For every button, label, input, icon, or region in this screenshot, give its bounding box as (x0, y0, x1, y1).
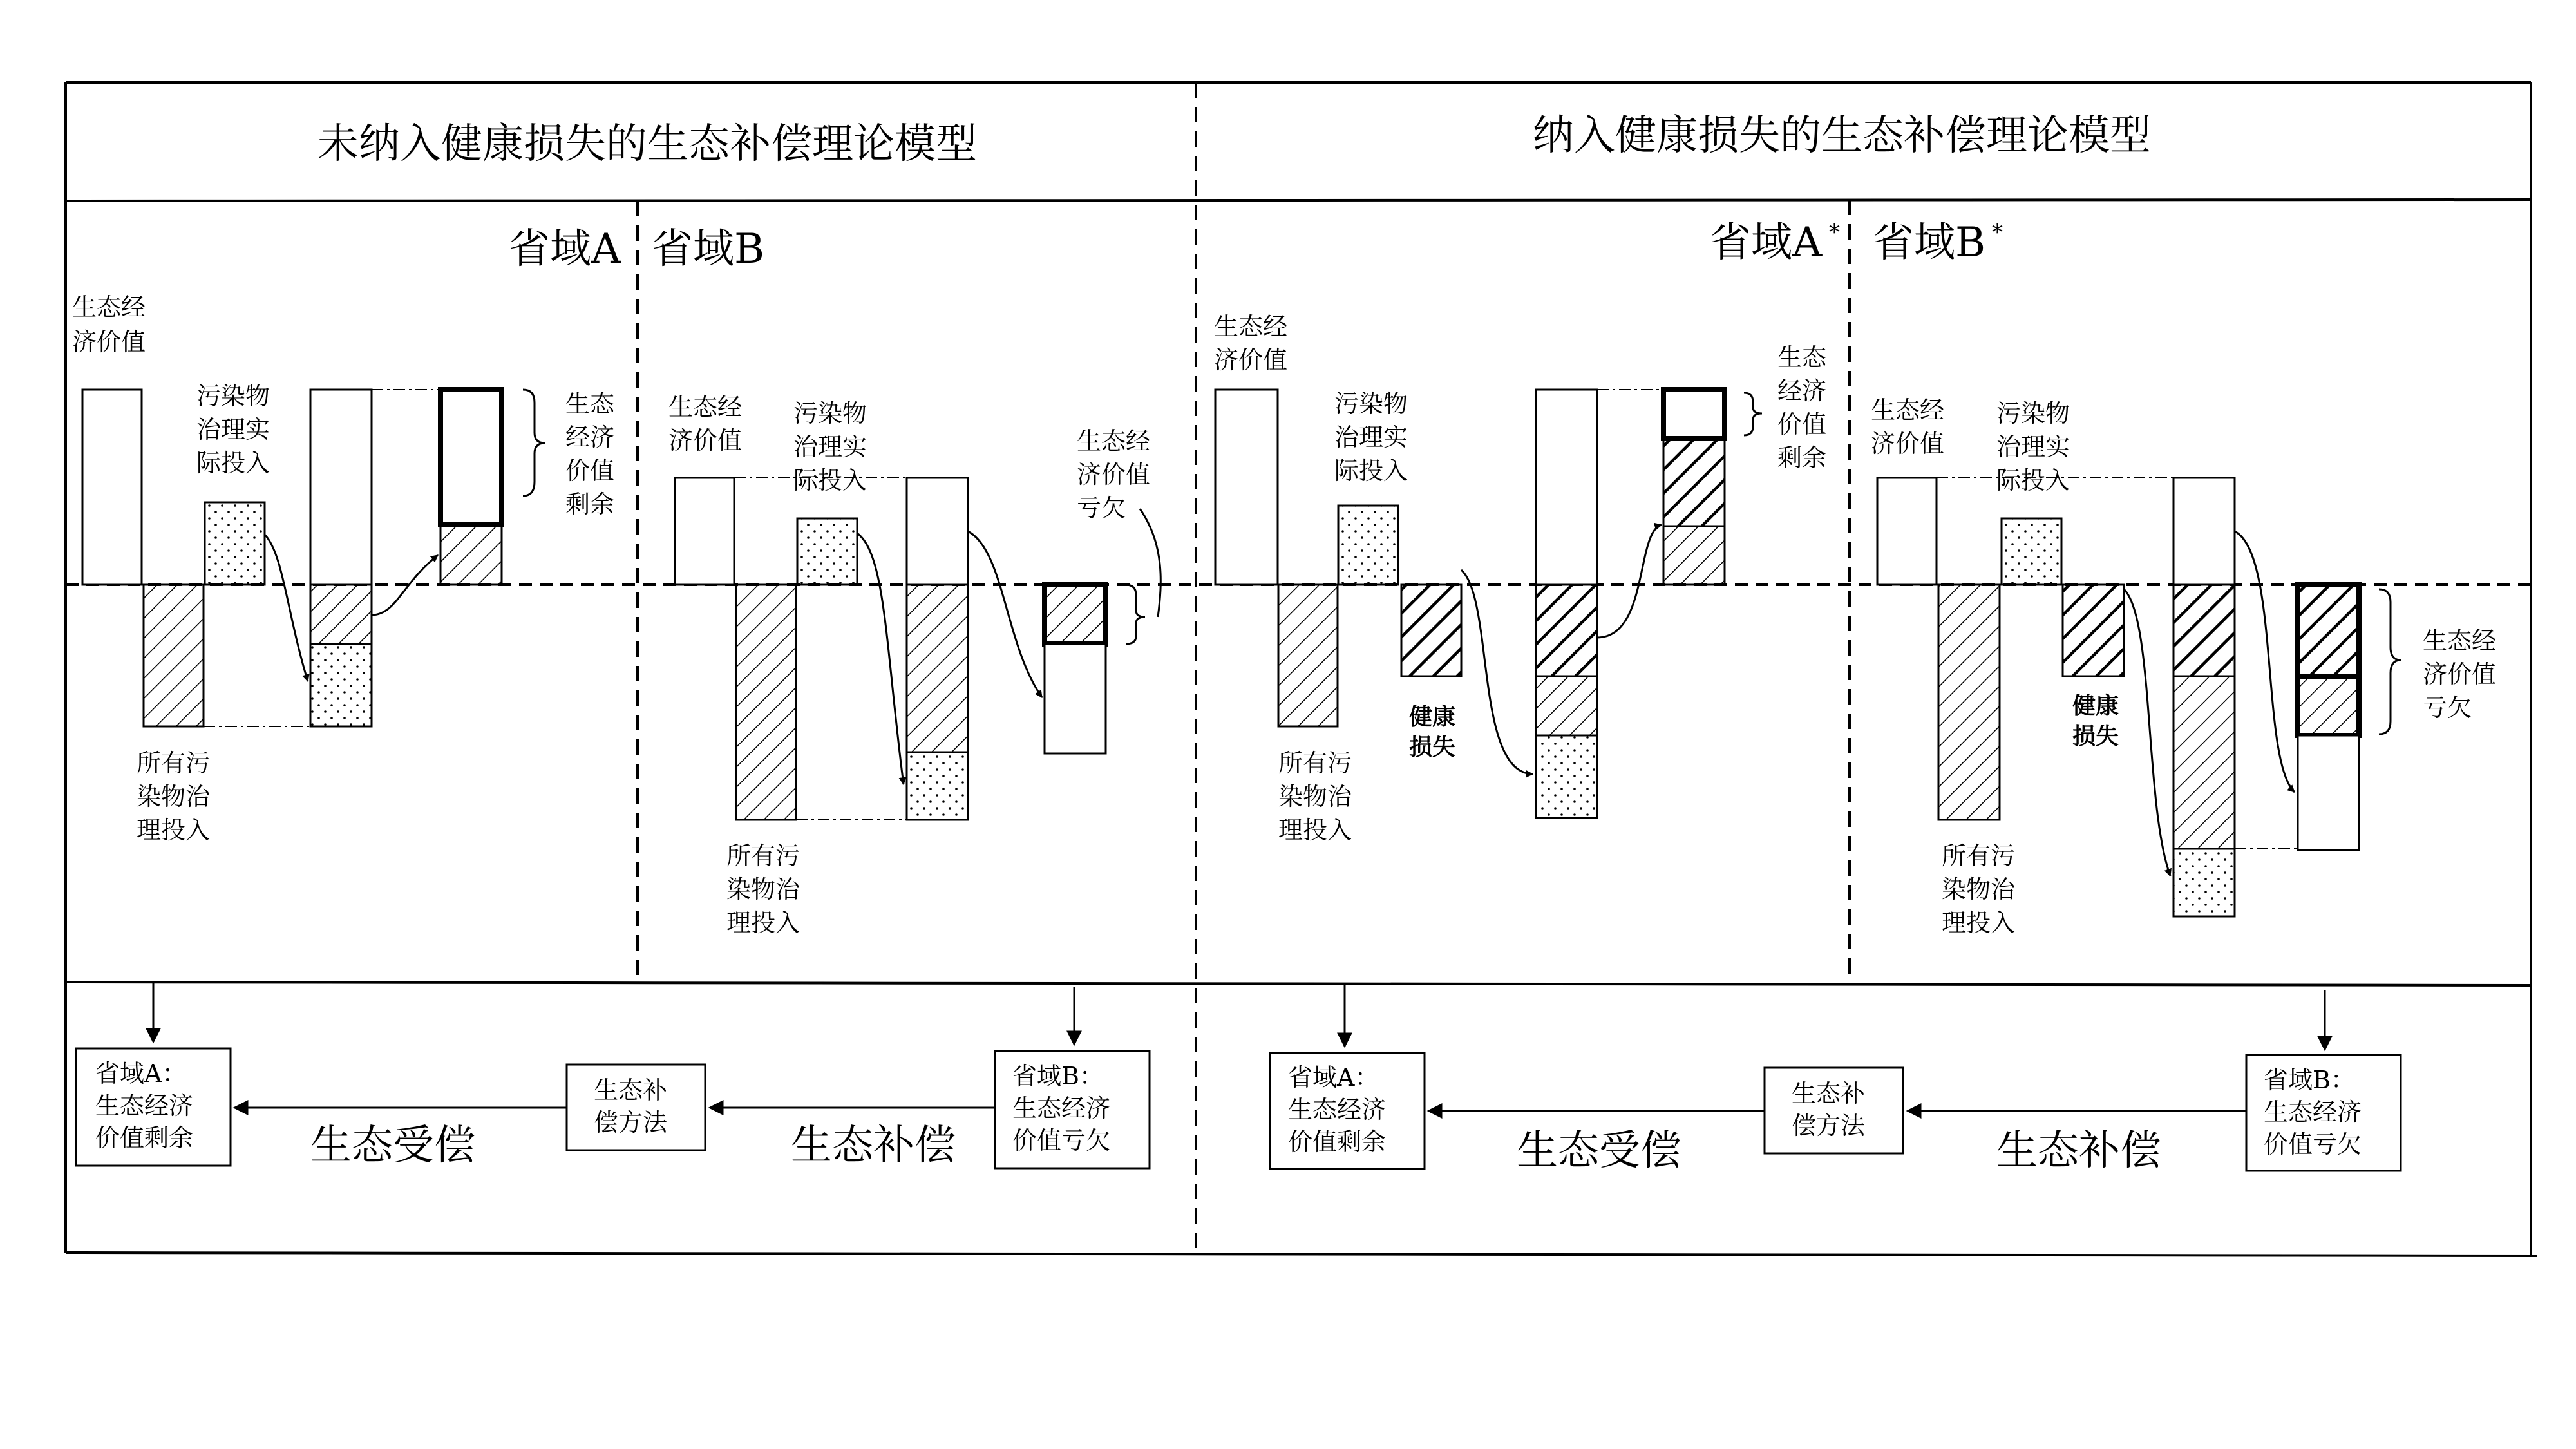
province-a-label: 省域A (509, 225, 621, 273)
label-actual-invest-a-star: 污染物 治理实 际投入 (1334, 390, 1408, 485)
bar-total-a-star-bold (1536, 585, 1597, 676)
bar-total-a-star-dots (1536, 735, 1597, 818)
bar-actual-invest-b-star (2002, 518, 2061, 585)
box-province-b-deficit-text: 省域B： 生态经济 价值亏欠 (1012, 1062, 1111, 1155)
label-all-invest-b: 所有污 染物治 理投入 (726, 842, 800, 937)
label-receive-left: 生态受偿 (310, 1122, 475, 1170)
arrow-b-1 (857, 533, 904, 784)
panel-province-a (72, 293, 622, 844)
arrow-a-star-2 (1597, 525, 1662, 638)
header-right: 纳入健康损失的生态补偿理论模型 (1533, 112, 2151, 160)
bar-health-loss-a-star (1401, 585, 1461, 676)
bottom-flow-left (76, 983, 1150, 1170)
header-left: 未纳入健康损失的生态补偿理论模型 (317, 120, 977, 168)
box-province-a-star-surplus-text: 省域A： 生态经济 价值剩余 (1288, 1063, 1387, 1156)
label-deficit-b-star: 生态经 济价值 亏欠 (2423, 627, 2497, 722)
bar-total-b-star (2174, 478, 2235, 585)
arrow-a-1 (265, 535, 308, 681)
box-compensation-method-left-text: 生态补 偿方法 (594, 1076, 668, 1137)
label-deficit-b: 生态经 济价值 亏欠 (1077, 427, 1151, 522)
label-compensate-left: 生态补偿 (791, 1122, 956, 1170)
bar-total-b (907, 478, 968, 585)
bar-total-a-dots (310, 644, 372, 726)
label-surplus-a-star: 生态 经济 价值 剩余 (1777, 343, 1827, 472)
brace-surplus-a-star (1744, 393, 1762, 435)
bar-total-b-hatch (907, 585, 968, 752)
label-compensate-right: 生态补偿 (1996, 1127, 2161, 1175)
bar-eco-value-a (82, 390, 142, 585)
bar-all-invest-a-star (1278, 585, 1338, 726)
bar-all-invest-b (736, 585, 796, 820)
bar-total-a (310, 390, 372, 585)
bar-eco-value-b (675, 478, 734, 585)
label-eco-value-b-star: 生态经 济价值 (1871, 396, 1945, 458)
bar-eco-value-a-star (1215, 390, 1278, 585)
label-health-loss-a-star: 健康 损失 (1409, 704, 1456, 761)
bar-eco-value-b-star (1877, 478, 1937, 585)
frame-dividers (638, 82, 1850, 1253)
bar-actual-invest-a-star (1338, 506, 1398, 585)
bar-deficit-b (1045, 644, 1106, 753)
leader-deficit-b (1140, 509, 1160, 617)
bar-deficit-b-star (2298, 735, 2359, 850)
bar-deficit-b-hatch (1045, 585, 1106, 644)
bar-all-invest-a (144, 585, 204, 726)
panel-province-a-star (1214, 312, 1834, 844)
label-surplus-a: 生态 经济 价值 剩余 (565, 390, 615, 518)
arrow-b-2 (968, 531, 1042, 697)
province-a-star-sup: * (1829, 220, 1840, 245)
bar-total-b-star-dots (2174, 849, 2235, 916)
bar-actual-invest-a (205, 502, 265, 585)
arrow-b-star-2 (2235, 531, 2295, 792)
label-all-invest-b-star: 所有污 染物治 理投入 (1942, 842, 2016, 937)
bar-surplus-a-hatch (440, 525, 502, 585)
bar-total-b-star-hatch (2174, 676, 2235, 849)
label-actual-invest-b-star: 污染物 治理实 际投入 (1996, 399, 2070, 495)
bar-health-loss-b-star (2063, 585, 2124, 676)
province-b-star-label: 省域B (1873, 219, 1986, 267)
label-eco-value-a: 生态经 济价值 (72, 293, 146, 356)
bar-deficit-b-star-hatch (2298, 676, 2359, 735)
brace-surplus-a (523, 390, 545, 496)
label-eco-value-b: 生态经 济价值 (668, 393, 743, 455)
bar-surplus-a-star-bold (1663, 439, 1725, 526)
label-eco-value-a-star: 生态经 济价值 (1214, 312, 1288, 374)
label-all-invest-a: 所有污 染物治 理投入 (137, 749, 211, 844)
bar-surplus-a-star (1663, 390, 1725, 439)
brace-deficit-b-star (2379, 589, 2401, 734)
province-a-star-label: 省域A (1710, 219, 1823, 267)
label-all-invest-a-star: 所有污 染物治 理投入 (1278, 749, 1352, 844)
label-actual-invest-b: 污染物 治理实 际投入 (793, 399, 867, 495)
bar-total-a-star-hatch (1536, 676, 1597, 735)
bar-total-b-dots (907, 752, 968, 820)
box-province-a-surplus-text: 省域A： 生态经济 价值剩余 (95, 1059, 194, 1152)
bar-deficit-b-star-bold (2298, 585, 2359, 676)
bottom-flow-right (1270, 985, 2401, 1175)
label-actual-invest-a: 污染物 治理实 际投入 (196, 382, 270, 477)
bar-actual-invest-b (797, 518, 857, 585)
bar-surplus-a (440, 390, 502, 525)
arrow-a-star-1 (1461, 570, 1533, 774)
province-b-star-sup: * (1992, 220, 2003, 245)
bar-total-b-star-bold (2174, 585, 2235, 676)
panel-province-b (668, 393, 1160, 937)
bar-total-a-star (1536, 390, 1597, 585)
label-health-loss-b-star: 健康 损失 (2072, 693, 2119, 750)
box-province-b-star-deficit-text: 省域B： 生态经济 价值亏欠 (2264, 1066, 2362, 1159)
bar-surplus-a-star-hatch (1663, 526, 1725, 585)
brace-deficit-b (1126, 585, 1145, 644)
panel-province-b-star (1871, 396, 2504, 937)
arrow-b-star-1 (2124, 589, 2170, 876)
province-b-label: 省域B (652, 225, 765, 273)
box-compensation-method-right-text: 生态补 偿方法 (1792, 1079, 1866, 1140)
bar-total-a-hatch (310, 585, 372, 644)
bar-all-invest-b-star (1938, 585, 2000, 820)
label-receive-right: 生态受偿 (1517, 1127, 1681, 1175)
